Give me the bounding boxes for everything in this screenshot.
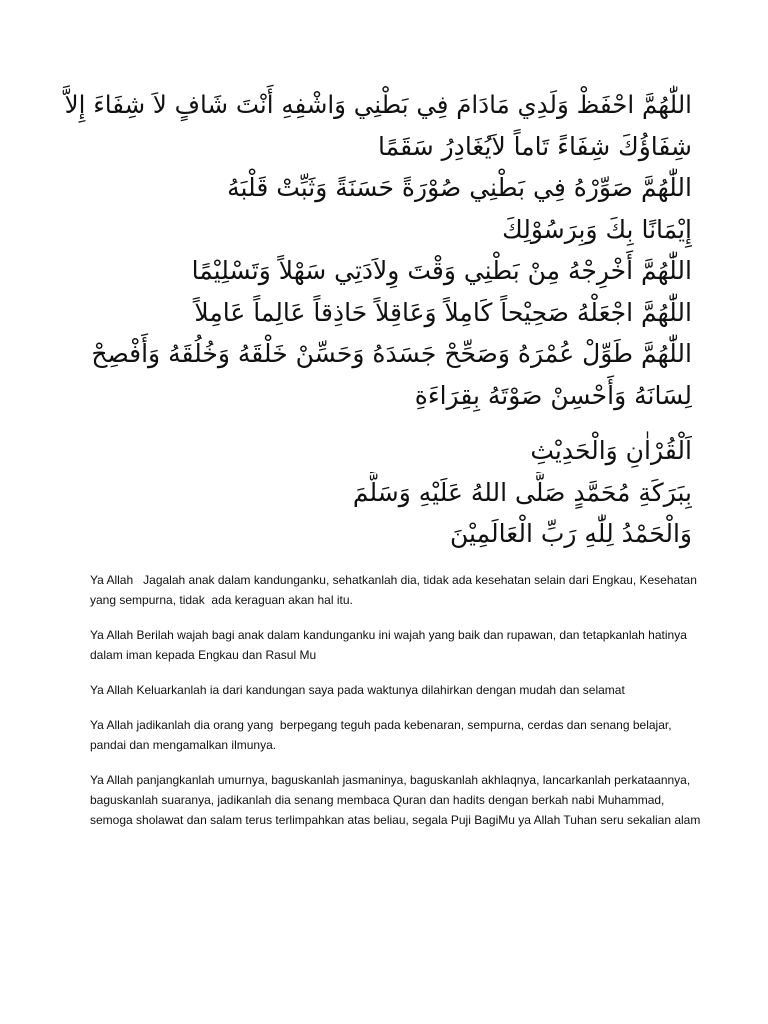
arabic-line: اللّٰهُمَّ طَوِّلْ عُمْرَهُ وَصَحِّحْ جَسَدَهُ وَحَسِّنْ خَلْقَهُ وَخُلُقَهُ وَأَفْصِحْ — [91, 339, 692, 368]
translation-paragraph: Ya Allah Jagalah anak dalam kandunganku, sehatkanlah dia, tidak ada kesehatan selain dari Engkau, Kesehatan yang sempurna, tidak ada keraguan akan hal itu. — [90, 573, 701, 607]
arabic-line: بِبَرَكَةِ مُحَمَّدٍ صَلَّى اللهُ عَلَيْهِ وَسَلَّمَ — [352, 477, 692, 507]
arabic-prayer — [60, 84, 692, 555]
translation-paragraph: Ya Allah Keluarkanlah ia dari kandungan saya pada waktunya dilahirkan dengan mudah dan selamat — [90, 683, 625, 697]
translation-section — [90, 570, 702, 845]
arabic-line: اللّٰهُمَّ احْفَظْ وَلَدِي مَادَامَ فِي بَطْنِي وَاشْفِهِ أَنْتَ شَافٍ لاَ شِفَاءَ إِلاَّ — [64, 90, 692, 119]
arabic-line: وَالْحَمْدُ لِلّٰهِ رَبِّ الْعَالَمِيْنَ — [450, 519, 692, 548]
translation-paragraph: Ya Allah jadikanlah dia orang yang berpegang teguh pada kebenaran, sempurna, cerdas dan senang belajar, pandai dan mengamalkan ilmunya. — [90, 718, 675, 752]
translation-paragraph: Ya Allah panjangkanlah umurnya, baguskanlah jasmaninya, baguskanlah akhlaqnya, lancarkanlah perkataannya, baguskanlah suaranya, jadikanlah dia senang membaca Quran dan hadits dengan berkah nabi Muhammad, semoga sholawat dan salam terus terlimpahkan atas beliau, segala Puji BagiMu ya Allah Tuhan seru sekalian alam — [90, 773, 701, 827]
arabic-line: اللّٰهُمَّ صَوِّرْهُ فِي بَطْنِي صُوْرَةً حَسَنَةً وَثَبِّتْ قَلْبَهُ — [227, 173, 692, 202]
arabic-line: اَلْقُرْاٰنِ وَالْحَدِيْثِ — [530, 436, 692, 465]
translation-paragraph: Ya Allah Berilah wajah bagi anak dalam kandunganku ini wajah yang baik dan rupawan, dan tetapkanlah hatinya dalam iman kepada Engkau dan Rasul Mu — [90, 628, 691, 662]
arabic-line: شِفَاؤُكَ شِفَاءً تَاماً لاَيُغَادِرُ سَقَمًا — [378, 131, 692, 161]
arabic-line: لِسَانَهُ وَأَحْسِنْ صَوْتَهُ بِقِرَاءَةِ — [414, 380, 692, 410]
arabic-line: إِيْمَانًا بِكَ وَبِرَسُوْلِكَ — [502, 214, 692, 244]
arabic-line: اللّٰهُمَّ اجْعَلْهُ صَحِيْحاً كَامِلاً وَعَاقِلاً حَاذِقاً عَالِماً عَامِلاً — [194, 297, 692, 327]
arabic-line: اللّٰهُمَّ أَخْرِجْهُ مِنْ بَطْنِي وَقْتَ وِلاَدَتِي سَهْلاً وَتَسْلِيْمًا — [191, 256, 692, 285]
